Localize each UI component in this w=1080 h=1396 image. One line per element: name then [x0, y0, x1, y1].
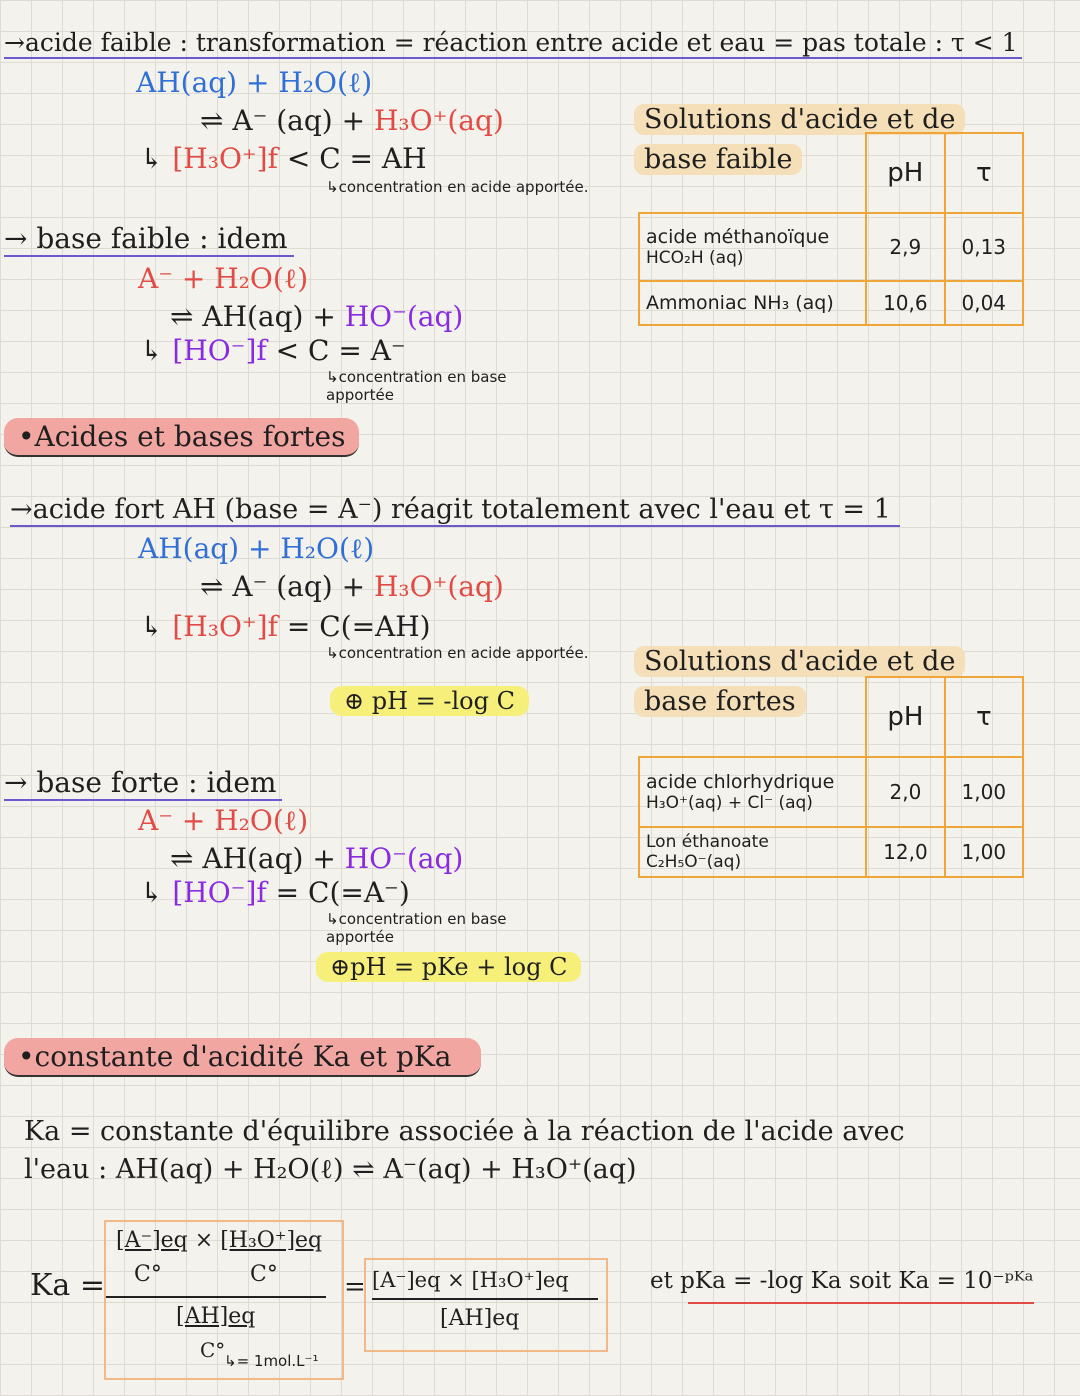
table-header-row	[639, 133, 1023, 213]
weak-base-note: ↳concentration en base apportée	[326, 368, 507, 404]
weak-base-line: → base faible : idem	[4, 222, 294, 257]
table-cell-tau: 0,04	[945, 281, 1023, 325]
substance-name: acide chlorhydrique	[646, 771, 835, 793]
strong-base-eq-products: ⇌ AH(aq) +	[170, 842, 336, 875]
weak-base-equation-left: A⁻ + H₂O(ℓ)	[138, 262, 309, 295]
strong-base-line: → base forte : idem	[4, 766, 282, 801]
table2-title	[634, 646, 965, 677]
table-header-empty	[639, 677, 866, 757]
arrow-glyph: ↳	[140, 876, 164, 909]
table-row	[639, 827, 1023, 877]
table-row	[639, 281, 1023, 325]
weak-base-eq-products: ⇌ AH(aq) +	[170, 300, 336, 333]
strong-base-comparison	[140, 876, 410, 909]
weak-acid-comparison-rest: < C = AH	[286, 142, 427, 175]
ka-definition-line1: Ka = constante d'équilibre associée à la réaction de l'acide avec	[24, 1116, 905, 1147]
table-cell-name	[639, 213, 866, 281]
ka-den-c0: C°	[200, 1338, 226, 1362]
weak-base-comparison	[140, 334, 406, 367]
h3o-final-concentration: [H₃O⁺]f	[172, 610, 278, 643]
table-header-tau: τ	[945, 133, 1023, 213]
strong-base-equation-left: A⁻ + H₂O(ℓ)	[138, 804, 309, 837]
h3o-final-concentration: [H₃O⁺]f	[172, 142, 278, 175]
table-cell-ph: 2,0	[866, 757, 944, 827]
table-row	[639, 213, 1023, 281]
table1-title	[634, 104, 965, 135]
table-row	[639, 757, 1023, 827]
ka-lhs: Ka =	[30, 1268, 105, 1303]
ka-simplified-numerator: [A⁻]eq × [H₃O⁺]eq	[372, 1268, 569, 1292]
strong-acid-equation-left: AH(aq) + H₂O(ℓ)	[138, 532, 375, 565]
arrow-glyph: ↳	[140, 610, 164, 643]
section-heading-strong: •Acides et bases fortes	[4, 418, 359, 457]
arrow-glyph: ↳	[140, 334, 164, 367]
strong-base-comparison-rest: = C(=A⁻)	[275, 876, 410, 909]
weak-acid-equation-left: AH(aq) + H₂O(ℓ)	[136, 66, 373, 99]
ho-final-concentration: [HO⁻]f	[172, 334, 267, 367]
table2-title-line1: Solutions d'acide et de	[634, 646, 965, 677]
times-glyph: ×	[194, 1228, 214, 1253]
c0-right: C°	[250, 1262, 278, 1287]
table-cell-tau: 1,00	[945, 757, 1023, 827]
table1-title-line1: Solutions d'acide et de	[634, 104, 965, 135]
ka-unit-note: ↳= 1mol.L⁻¹	[224, 1352, 319, 1370]
ho-final-concentration: [HO⁻]f	[172, 876, 267, 909]
table-cell-tau: 1,00	[945, 827, 1023, 877]
substance-formula: H₃O⁺(aq) + Cl⁻ (aq)	[646, 793, 813, 813]
strong-solutions-table	[638, 676, 1024, 878]
ka-simplified-denominator: [AH]eq	[440, 1306, 520, 1331]
table-cell-name: Ammoniac NH₃ (aq)	[639, 281, 866, 325]
strong-base-ph-formula: ⊕pH = pKe + log C	[316, 952, 581, 982]
a-minus-eq: [A⁻]eq	[116, 1228, 188, 1253]
h3o-eq: [H₃O⁺]eq	[220, 1228, 323, 1253]
ka-definition-line2: l'eau : AH(aq) + H₂O(ℓ) ⇌ A⁻(aq) + H₃O⁺(aq)	[24, 1154, 637, 1185]
table-header-empty	[639, 133, 866, 213]
strong-acid-line: →acide fort AH (base = A⁻) réagit totalement avec l'eau et τ = 1	[10, 494, 900, 527]
strong-acid-ph-formula: ⊕ pH = -log C	[330, 686, 529, 716]
strong-base-note: ↳concentration en base apportée	[326, 910, 507, 946]
weak-acid-line: →acide faible : transformation = réaction entre acide et eau = pas totale : τ < 1	[4, 28, 1022, 59]
weak-base-eq-ho: HO⁻(aq)	[344, 300, 464, 333]
strong-base-eq-ho: HO⁻(aq)	[344, 842, 464, 875]
weak-acid-eq-h3o: H₃O⁺(aq)	[374, 104, 504, 137]
strong-acid-eq-products: ⇌ A⁻ (aq) +	[200, 570, 366, 603]
weak-base-comparison-rest: < C = A⁻	[275, 334, 406, 367]
arrow-glyph: ↳	[140, 142, 164, 175]
table-header-tau: τ	[945, 677, 1023, 757]
ka-main-fraction-bar	[106, 1296, 326, 1298]
strong-acid-equation-right	[200, 570, 504, 603]
weak-solutions-table	[638, 132, 1024, 326]
ka-numerator	[116, 1228, 322, 1253]
table-cell-name: Lon éthanoate C₂H₅O⁻(aq)	[639, 827, 866, 877]
section-heading-ka: •constante d'acidité Ka et pKa	[4, 1038, 481, 1077]
table-cell-ph: 2,9	[866, 213, 944, 281]
weak-acid-note: ↳concentration en acide apportée.	[326, 178, 589, 196]
table2-title-line2: base fortes	[634, 686, 806, 717]
ka-simplified-fraction-bar	[372, 1298, 598, 1300]
table-cell-name	[639, 757, 866, 827]
table-cell-ph: 12,0	[866, 827, 944, 877]
weak-acid-eq-products: ⇌ A⁻ (aq) +	[200, 104, 366, 137]
table1-title-line2: base faible	[634, 144, 802, 175]
weak-acid-comparison	[140, 142, 427, 175]
table-header-row	[639, 677, 1023, 757]
substance-name: acide méthanoïque	[646, 226, 830, 248]
strong-acid-comparison	[140, 610, 431, 643]
weak-base-equation-right	[170, 300, 463, 333]
weak-acid-equation-right	[200, 104, 504, 137]
table-cell-tau: 0,13	[945, 213, 1023, 281]
c0-left: C°	[134, 1262, 162, 1287]
pka-red-underline	[688, 1302, 1034, 1304]
table-header-ph: pH	[866, 677, 944, 757]
ka-denominator: [AH]eq	[176, 1304, 256, 1329]
strong-acid-note: ↳concentration en acide apportée.	[326, 644, 589, 662]
pka-relation: et pKa = -log Ka soit Ka = 10⁻ᵖᴷᵃ	[650, 1268, 1034, 1294]
ka-equals: =	[344, 1272, 366, 1302]
substance-formula: HCO₂H (aq)	[646, 248, 744, 268]
strong-base-equation-right	[170, 842, 463, 875]
table-header-ph: pH	[866, 133, 944, 213]
table-cell-ph: 10,6	[866, 281, 944, 325]
strong-acid-eq-h3o: H₃O⁺(aq)	[374, 570, 504, 603]
strong-acid-comparison-rest: = C(=AH)	[286, 610, 431, 643]
